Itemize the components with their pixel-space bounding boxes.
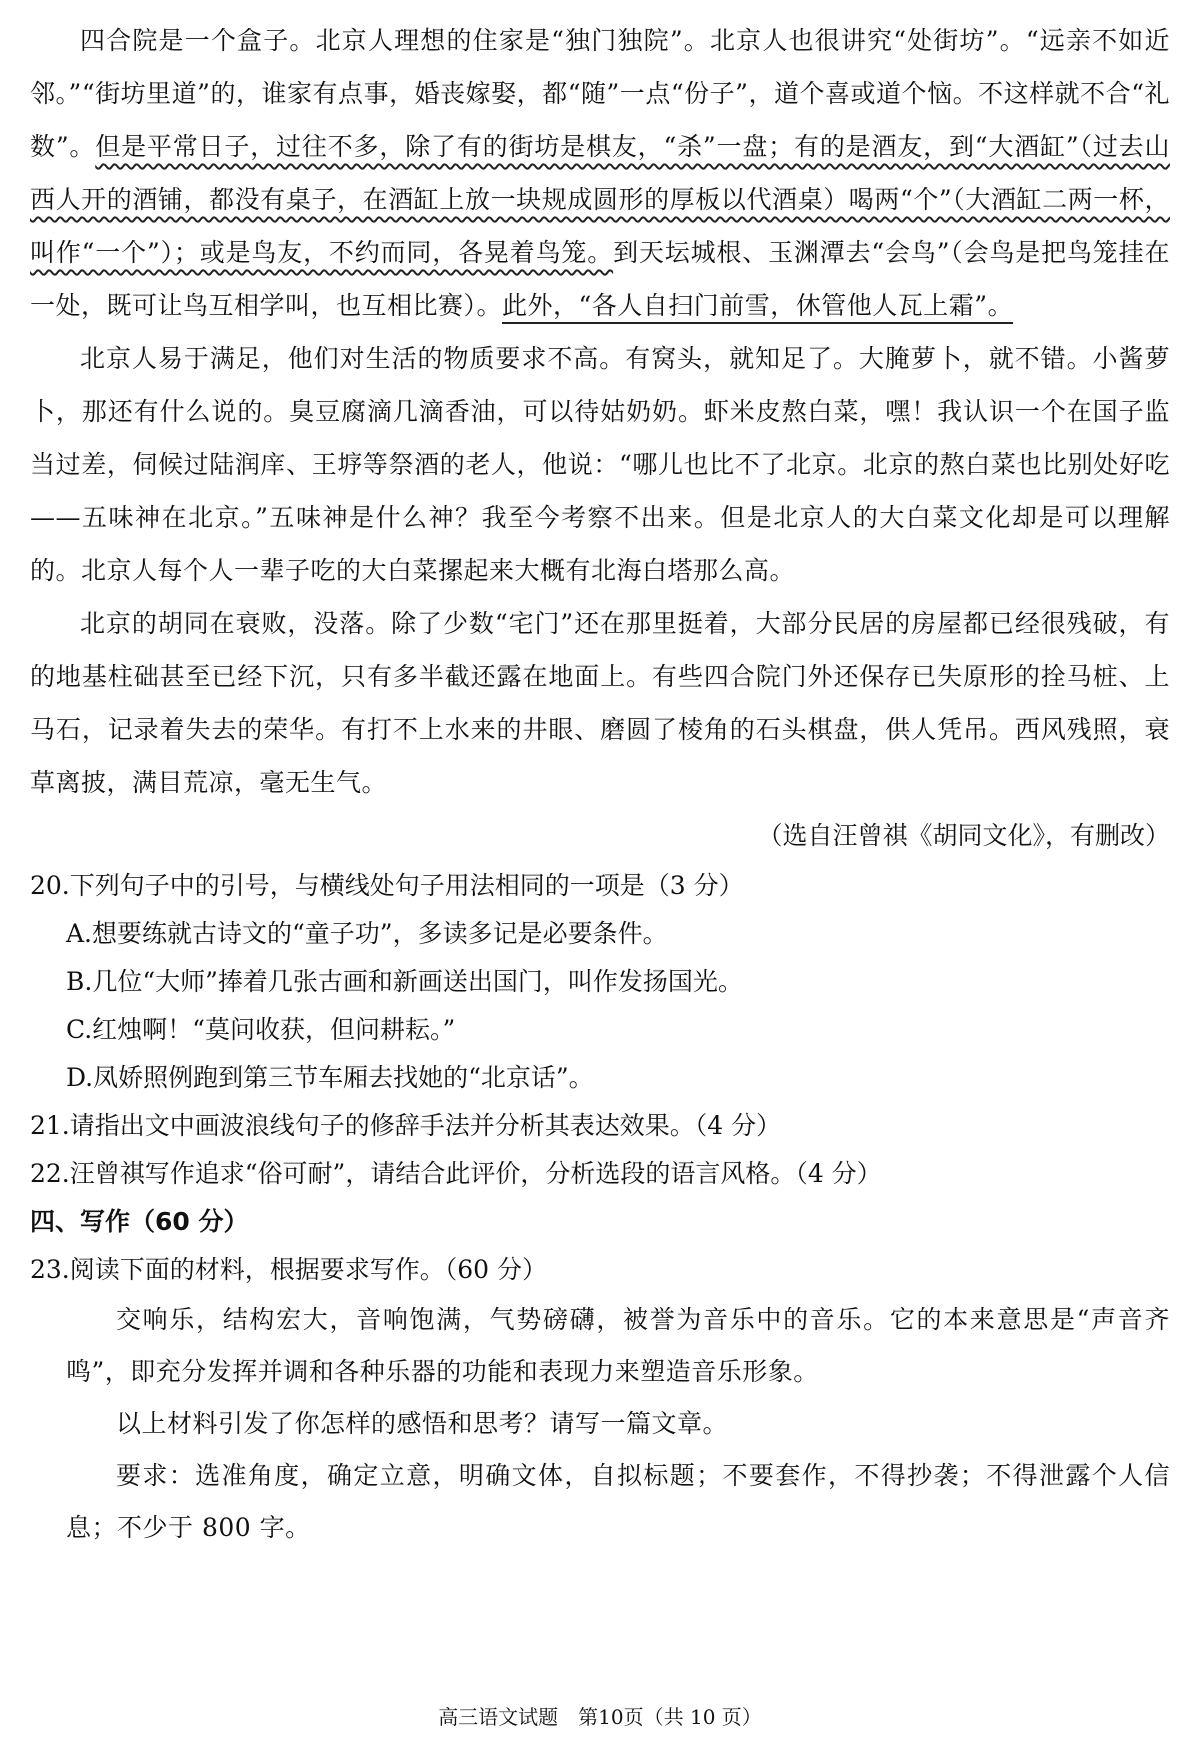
passage-paragraph-1: [30, 14, 1170, 332]
writing-requirements: 要求：选准角度，确定立意，明确文体，自拟标题；不要套作，不得抄袭；不得泄露个人信息；不少于 800 字。: [66, 1461, 1170, 1542]
passage-paragraph-2: 北京人易于满足，他们对生活的物质要求不高。有窝头，就知足了。大腌萝卜，就不错。小酱萝卜，那还有什么说的。臭豆腐滴几滴香油，可以待姑奶奶。虾米皮熬白菜，嘿！我认识一个在国子监当过差，伺候过陆润庠、王垿等祭酒的老人，他说：“哪儿也比不了北京。北京的熬白菜也比别处好吃——五味神在北京。”五味神是什么神？我至今考察不出来。但是北京人的大白菜文化却是可以理解的。北京人每个人一辈子吃的大白菜摞起来大概有北海白塔那么高。: [30, 344, 1170, 585]
page-footer: 高三语文试题 第10页（共 10 页）: [438, 1705, 762, 1729]
writing-material: 交响乐，结构宏大，音响饱满，气势磅礴，被誉为音乐中的音乐。它的本来意思是“声音齐鸣”，即充分发挥并调和各种乐器的功能和表现力来塑造音乐形象。: [66, 1305, 1170, 1386]
passage-p1-text: 四合院是一个盒子。北京人理想的住家是“独门独院”。北京人也很讲究“处街坊”。“远亲不如近邻。”“街坊里道”的，谁家有点事，婚丧嫁娶，都“随”一点“份子”，道个喜或道个恼。不这样就不合“礼数”。: [30, 26, 1170, 161]
section-heading-writing: 四、写作（60 分）: [30, 1207, 249, 1236]
option-c: C.红烛啊！“莫问收获，但问耕耘。”: [66, 1015, 456, 1044]
option-b: B.几位“大师”捧着几张古画和新画送出国门，叫作发扬国光。: [66, 967, 743, 996]
option-a: A.想要练就古诗文的“童子功”，多读多记是必要条件。: [66, 919, 668, 948]
wavy-underlined-sentence: 但是平常日子，过往不多，除了有的街坊是棋友，“杀”一盘；有的是酒友，到“大酒缸”（过去山西人开的酒铺，都没有桌子，在酒缸上放一块规成圆形的厚板以代酒桌）喝两“个”（大酒缸二两一杯，叫作“一个”）；或是鸟友，不约而同，各晃着鸟笼。: [30, 132, 1170, 267]
option-d: D.凤娇照例跑到第三节车厢去找她的“北京话”。: [66, 1063, 594, 1092]
passage-source: （选自汪曾祺《胡同文化》，有删改）: [757, 821, 1170, 850]
question-21: 21.请指出文中画波浪线句子的修辞手法并分析其表达效果。（4 分）: [30, 1111, 782, 1140]
writing-prompt: 以上材料引发了你怎样的感悟和思考？请写一篇文章。: [116, 1409, 729, 1438]
passage-p1-text-2: 到天坛城根、玉渊潭去“会鸟”（会鸟是把鸟笼挂在一处，既可让鸟互相学叫，也互相比赛）。: [30, 238, 1170, 320]
passage-paragraph-3: 北京的胡同在衰败，没落。除了少数“宅门”还在那里挺着，大部分民居的房屋都已经很残破，有的地基柱础甚至已经下沉，只有多半截还露在地面上。有些四合院门外还保存已失原形的拴马桩、上马石，记录着失去的荣华。有打不上水来的井眼、磨圆了棱角的石头棋盘，供人凭吊。西风残照，衰草离披，满目荒凉，毫无生气。: [30, 609, 1170, 797]
question-22: 22.汪曾祺写作追求“俗可耐”，请结合此评价，分析选段的语言风格。（4 分）: [30, 1159, 882, 1188]
underlined-sentence: 此外，“各人自扫门前雪，休管他人瓦上霜”。: [502, 291, 1014, 320]
question-23: 23.阅读下面的材料，根据要求写作。（60 分）: [30, 1255, 548, 1284]
exam-page: [30, 14, 1170, 1554]
question-20: 20.下列句子中的引号，与横线处句子用法相同的一项是（3 分）: [30, 871, 744, 900]
